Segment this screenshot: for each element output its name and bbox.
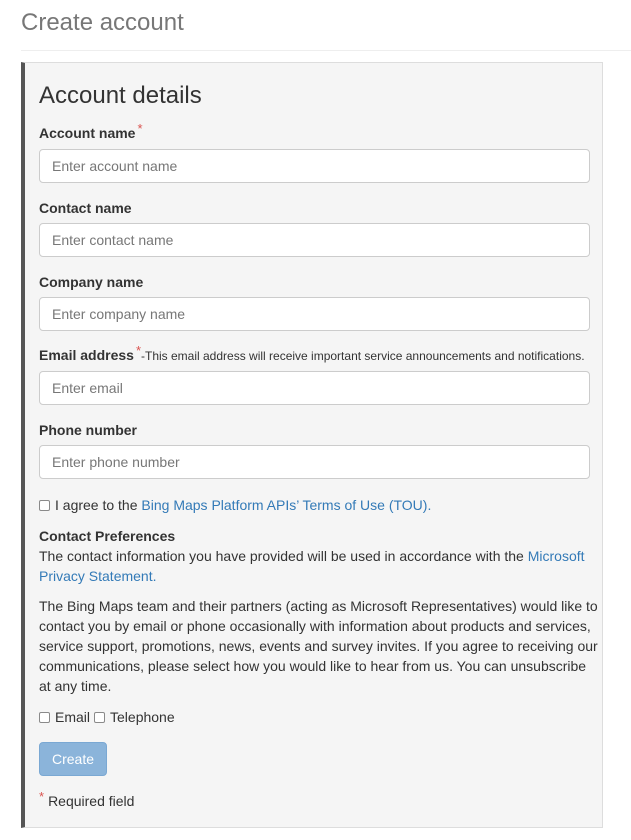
account-name-label: Account name * — [39, 121, 143, 141]
email-checkbox[interactable] — [39, 712, 50, 723]
account-details-panel — [21, 62, 603, 828]
telephone-option-label: Telephone — [110, 709, 175, 725]
company-name-label: Company name — [39, 274, 144, 290]
company-name-input[interactable] — [39, 297, 590, 331]
privacy-paragraph: The contact information you have provided will be used in accordance with the Microsoft Privacy Statement. — [39, 548, 585, 584]
phone-number-input[interactable] — [39, 445, 590, 479]
required-marker: * — [137, 121, 143, 136]
terms-of-use-link[interactable]: Bing Maps Platform APIs’ Terms of Use (TOU) — [141, 497, 428, 513]
phone-number-label: Phone number — [39, 422, 138, 438]
email-address-label: Email address *-This email address will receive important service announcements and notifications. — [39, 343, 585, 363]
required-field-note: * Required field — [39, 789, 135, 809]
terms-checkbox[interactable] — [39, 500, 50, 511]
contact-name-label: Contact name — [39, 200, 132, 216]
page-title: Create account — [21, 9, 184, 36]
required-marker: * — [39, 789, 45, 804]
account-name-input[interactable] — [39, 149, 590, 183]
contact-preferences-heading: Contact Preferences — [39, 528, 176, 544]
privacy-statement-link[interactable]: Microsoft Privacy Statement — [39, 548, 585, 584]
section-title: Account details — [39, 82, 202, 109]
title-divider — [21, 50, 631, 51]
email-input[interactable] — [39, 371, 590, 405]
email-hint: -This email address will receive important service announcements and notifications. — [141, 349, 585, 363]
contact-name-input[interactable] — [39, 223, 590, 257]
communications-paragraph: The Bing Maps team and their partners (acting as Microsoft Representatives) would like to contact you by email or phone occasionally with information about products and services, service support, promotions, news, events and survey invites. If you agree to receiving our communications, please select how you would like to hear from us. You can unsubscribe at any time. — [39, 598, 598, 694]
email-option-label: Email — [55, 709, 91, 725]
create-button[interactable]: Create — [39, 742, 107, 776]
required-marker: * — [135, 343, 141, 358]
terms-suffix: . — [427, 497, 432, 513]
telephone-checkbox[interactable] — [94, 712, 105, 723]
terms-row — [39, 497, 431, 513]
terms-prefix: I agree to the — [55, 497, 142, 513]
contact-options-row — [39, 709, 175, 725]
